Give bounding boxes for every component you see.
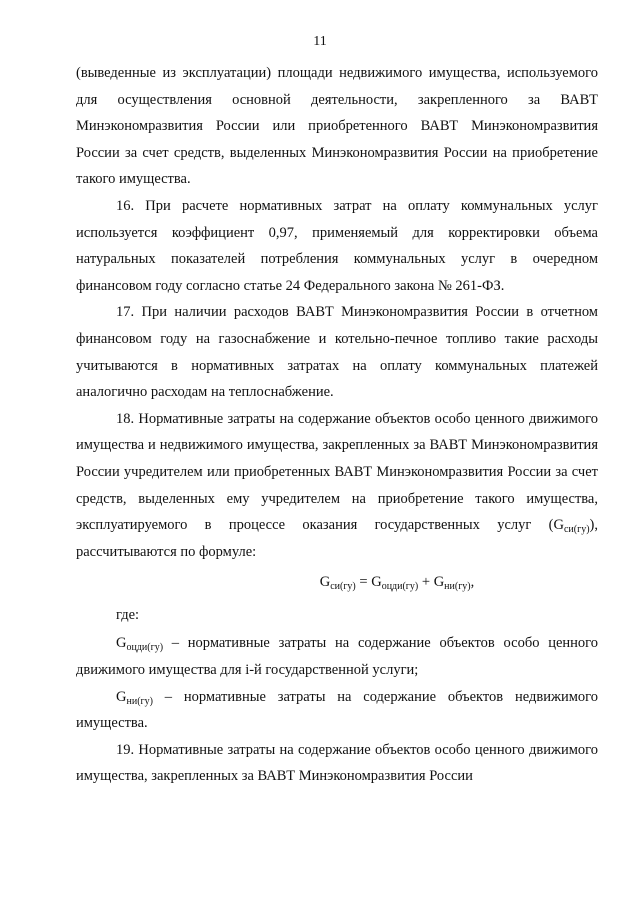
paragraph-16: 16. При расчете нормативных затрат на оплату коммунальных услуг используется коэффициент 0,97, применяемый для корректировки объема натуральных показателей потребления коммунальных услуг в очередном финансовом году согласно статье 24 Федерального закона № 261-ФЗ. xyxy=(76,197,598,294)
paragraph-19: 19. Нормативные затраты на содержание объектов особо ценного движимого имущества, закрепленных за ВАВТ Минэкономразвития России xyxy=(76,741,598,785)
formula-lhs: $G_{си(гу)}$ xyxy=(319,574,356,593)
symbol-g-si: $G_{си(гу)}$ xyxy=(553,517,590,536)
paragraph-18: 18. Нормативные затраты на содержание объектов особо ценного движимого имущества и недвижимого имущества, закрепленных за ВАВТ Минэкономразвития России учредителем или приобретенных ВАВТ Минэкономразвития России за счет средств, выделенных ему учредителем на приобретение такого имущества, эксплуатируемого в процессе оказания государственных услуг $(G_{си(гу)})$, рассчитываются по формуле: xyxy=(76,410,598,560)
formula-term-2: $G_{ни(гу)}$ xyxy=(433,574,471,593)
paragraph-continuation: (выведенные из эксплуатации) площади недвижимого имущества, используемого для осуществления основной деятельности, закрепленного за ВАВТ Минэкономразвития России или приобретенного ВАВТ Минэкономразвития России за счет средств, выделенных Минэкономразвития России на приобретение такого имущества. xyxy=(76,65,598,188)
definition-2-symbol: $G_{ни(гу)}$ xyxy=(116,688,153,707)
formula-term-1: $G_{оцди(гу)}$ xyxy=(371,574,419,593)
definition-2-text: – нормативные затраты на содержание объектов недвижимого имущества. xyxy=(76,688,598,732)
formula xyxy=(76,569,598,596)
document-body xyxy=(76,60,598,790)
definition-1-symbol: $G_{оцди(гу)}$ xyxy=(116,635,164,654)
paragraph-18-tail: рассчитываются по формуле: xyxy=(76,543,257,560)
paragraph-18-text: 18. Нормативные затраты на содержание объектов особо ценного движимого имущества и недвижимого имущества, закрепленных за ВАВТ Минэкономразвития России учредителем или приобретенных ВАВТ Минэкономразвития России за счет средств, выделенных ему учредителем на приобретение такого имущества, эксплуатируемого в процессе оказания государственных услуг xyxy=(76,410,598,534)
page-number: 11 xyxy=(313,34,327,49)
formula-plus: + xyxy=(418,574,434,591)
definition-2 xyxy=(76,684,598,737)
formula-end: , xyxy=(470,574,475,591)
definition-1 xyxy=(76,630,598,683)
paragraph-17: 17. При наличии расходов ВАВТ Минэкономразвития России в отчетном финансовом году на газоснабжение и котельно-печное топливо такие расходы учитываются в нормативных затратах на оплату коммунальных платежей аналогично расходам на теплоснабжение. xyxy=(76,304,598,401)
formula-equals: = xyxy=(355,574,372,591)
definition-1-text: – нормативные затраты на содержание объектов особо ценного движимого имущества для i-й государственной услуги; xyxy=(76,635,598,679)
where-label: где: xyxy=(116,606,140,623)
